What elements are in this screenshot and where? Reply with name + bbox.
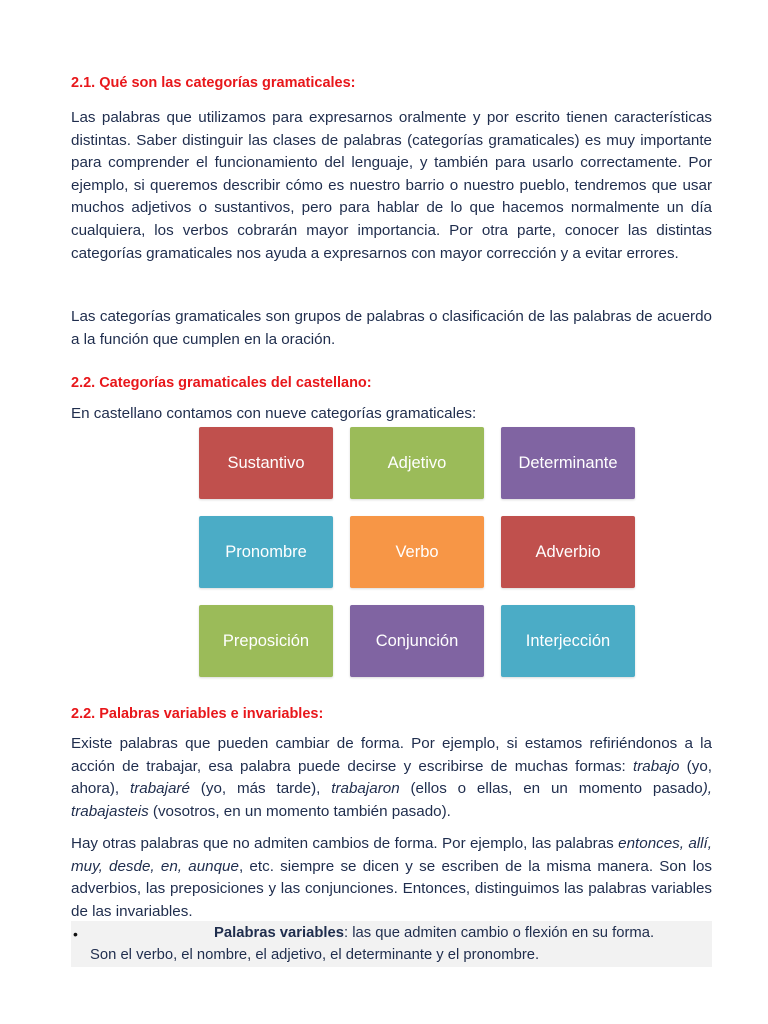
section-heading-castellano: 2.2. Categorías gramaticales del castellano: — [71, 375, 372, 391]
paragraph-definition: Las categorías gramaticales son grupos de palabras o clasificación de las palabras de acuerdo a la función que cumplen en la oración. — [71, 308, 712, 348]
paragraph-variables: Existe palabras que pueden cambiar de forma. Por ejemplo, si estamos refiriéndonos a la acción de trabajar, esa palabra puede decirse y escribirse de muchas formas: trabajo (yo, ahora), trabajaré (yo, más tarde), trabajaron (ellos o ellas, en un momento pasado), trabajasteis (vosotros, en un momento también pasado). — [71, 735, 712, 820]
category-preposicion: Preposición — [199, 605, 333, 677]
categories-grid — [199, 427, 635, 677]
category-determinante: Determinante — [501, 427, 635, 499]
paragraph-intro: Las palabras que utilizamos para expresarnos oralmente y por escrito tienen características distintas. Saber distinguir las clases de palabras (categorías gramaticales) es muy importante para comprender el funcionamiento del lenguaje, y también para usarlo correctamente. Por ejemplo, si queremos describir cómo es nuestro barrio o nuestro pueblo, tendremos que usar muchos adjetivos o sustantivos, pero para hablar de lo que hacemos normalmente un día cualquiera, los verbos cobrarán mayor importancia. Por otra parte, conocer las distintas categorías gramaticales nos ayuda a expresarnos con mayor corrección y a evitar errores. — [71, 109, 712, 262]
bullet-variables-definition: Palabras variables: las que admiten cambio o flexión en su forma. — [214, 925, 655, 941]
category-interjeccion: Interjección — [501, 605, 635, 677]
section-heading-variables: 2.2. Palabras variables e invariables: — [71, 706, 324, 722]
bullet-icon: • — [73, 926, 78, 942]
paragraph-nine-categories: En castellano contamos con nueve categorías gramaticales: — [71, 405, 477, 422]
category-sustantivo: Sustantivo — [199, 427, 333, 499]
category-conjuncion: Conjunción — [350, 605, 484, 677]
section-heading-categorias: 2.1. Qué son las categorías gramaticales: — [71, 75, 356, 91]
paragraph-invariables: Hay otras palabras que no admiten cambios de forma. Por ejemplo, las palabras entonces, allí, muy, desde, en, aunque, etc. siempre se dicen y se escriben de la misma manera. Son los adverbios, las preposiciones y las conjunciones. Entonces, distinguimos las palabras variables de las invariables. — [71, 835, 712, 920]
category-verbo: Verbo — [350, 516, 484, 588]
bullet-variables-examples: Son el verbo, el nombre, el adjetivo, el determinante y el pronombre. — [90, 947, 540, 963]
category-adverbio: Adverbio — [501, 516, 635, 588]
category-adjetivo: Adjetivo — [350, 427, 484, 499]
category-pronombre: Pronombre — [199, 516, 333, 588]
